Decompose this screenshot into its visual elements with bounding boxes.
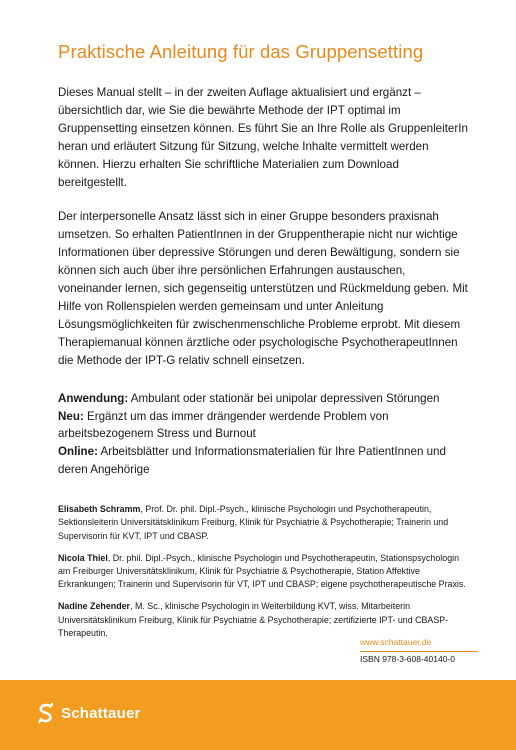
cover-title: Praktische Anleitung für das Gruppensetting — [58, 41, 424, 62]
isbn: ISBN 978-3-608-40140-0 — [360, 654, 455, 664]
author-name: Nadine Zehender — [58, 601, 131, 612]
footer-band — [0, 680, 516, 750]
author-bio-zehender — [58, 600, 468, 640]
feature-label: Online: — [58, 445, 98, 459]
feature-text: Ergänzt um das immer drängender werdende Problem von arbeitsbezogenem Stress und Burnout — [58, 409, 389, 441]
author-bio-schramm — [58, 503, 468, 543]
divider — [360, 651, 478, 652]
author-bio-text: , Dr. phil. Dipl.-Psych., klinische Psychologin und Psychotherapeutin, Stationspsychologin am Freiburger Universitätsklinikum, Klinik für Psychiatrie & Psychotherapie, Station Affektive Erkrankungen; Trainerin und Supervisorin für VT, IPT und CBASP; eigene psychotherapeutische Praxis. — [58, 552, 466, 590]
description-paragraph-1: Dieses Manual stellt – in der zweiten Auflage aktualisiert und ergänzt – übersichtlich dar, wie Sie die bewährte Methode der IPT optimal im Gruppensetting einsetzen können. Es führt Sie an Ihre Rolle als GruppenleiterIn heran und erläutert Sitzung für Sitzung, welche Inhalte vermittelt werden können. Hierzu erhalten Sie schriftliche Materialien zum Download bereitgestellt. — [58, 86, 468, 189]
feature-label: Neu: — [58, 409, 84, 423]
feature-text: Ambulant oder stationär bei unipolar depressiven Störungen — [128, 391, 440, 405]
cover-text — [58, 40, 468, 649]
author-bio-text: , M. Sc., klinische Psychologin in Weiterbildung KVT, wiss. Mitarbeiterin Universitätsklinikum Freiburg, Klinik für Psychiatrie & Psychotherapie; zertifizierte IPT- und CBASP-Therapeutin. — [58, 601, 449, 638]
feature-list — [58, 390, 468, 480]
publisher-info — [360, 636, 478, 665]
schattauer-logo-icon — [35, 702, 57, 724]
feature-item-neu — [58, 408, 468, 444]
feature-label: Anwendung: — [58, 391, 129, 405]
logo-wordmark: Schattauer — [61, 704, 141, 722]
author-bio-text: , Prof. Dr. phil. Dipl.-Psych., klinische Psychologin und Psychotherapeutin, Sektionsleiterin Universitätsklinikum Freiburg, Klinik für Psychiatrie & Psychotherapie; Trainerin und Supervisorin für KVT, IPT und CBASP. — [58, 504, 449, 541]
feature-item-anwendung — [58, 390, 468, 408]
author-name: Elisabeth Schramm — [58, 504, 141, 515]
publisher-url[interactable]: www.schattauer.de — [360, 637, 432, 647]
author-name: Nicola Thiel — [58, 552, 108, 563]
description-paragraph-2: Der interpersonelle Ansatz lässt sich in einer Gruppe besonders praxisnah umsetzen. So erhalten PatientInnen in der Gruppentherapie nicht nur wichtige Informationen über depressive Störungen und deren Bewältigung, sondern sie können sich auch über ihre persönlichen Erfahrungen austauschen, voneinander lernen, sich gegenseitig unterstützen und Rückmeldung geben. Mit Hilfe von Rollenspielen werden gemeinsam und unter Anleitung Lösungsmöglichkeiten für zwischenmenschliche Probleme erprobt. Mit diesem Therapiemanual können ärztliche oder psychologische PsychotherapeutInnen die Methode der IPT-G relativ schnell einsetzen. — [58, 210, 468, 367]
feature-text: Arbeitsblätter und Informationsmaterialien für Ihre PatientInnen und deren Angehörige — [58, 445, 446, 477]
feature-item-online — [58, 443, 468, 479]
publisher-logo — [35, 702, 141, 724]
author-bio-thiel — [58, 552, 468, 592]
